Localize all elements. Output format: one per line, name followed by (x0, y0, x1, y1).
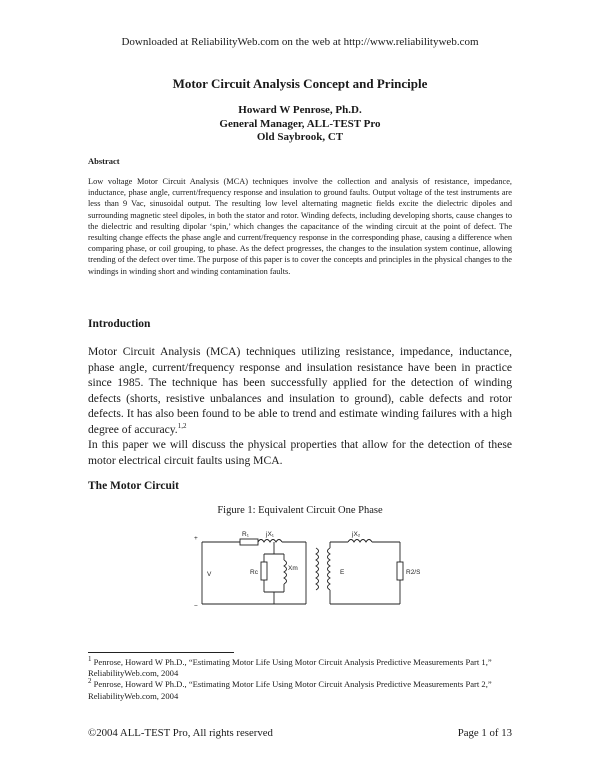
r2s-resistor (397, 562, 403, 580)
introduction-paragraph-1-text: Motor Circuit Analysis (MCA) techniques utilizing resistance, impedance, inductance, phase angle, current/frequency response and insulation resistance have been in practice since 1985. The technique has been successfully applied for the detection of winding defects (shorts, resistive unbalances and insulation to ground), cable defects and rotor defects. It has also been found to be able to trend and estimate winding failures with a high degree of accuracy. (88, 345, 512, 436)
jx1-label: jX₁ (266, 531, 274, 538)
paper-title: Motor Circuit Analysis Concept and Principle (172, 76, 428, 91)
footnote-1-text: Penrose, Howard W Ph.D., “Estimating Motor Life Using Motor Circuit Analysis Predictive Measurements Part 1,” ReliabilityWeb.com, 2004 (88, 657, 492, 679)
plus-label: + (194, 535, 198, 542)
rc-label: Rc (250, 569, 258, 576)
footnote-1 (88, 657, 512, 679)
footnote-reference[interactable]: 1,2 (177, 422, 187, 431)
figure-caption: Figure 1: Equivalent Circuit One Phase (217, 505, 383, 516)
r1-resistor (240, 539, 258, 545)
xm-label: Xm (288, 565, 298, 572)
r1-label: R₁ (242, 531, 249, 538)
download-note: Downloaded at ReliabilityWeb.com on the web at http://www.reliabilityweb.com (121, 36, 479, 48)
jx1-inductor (258, 540, 282, 543)
introduction-paragraph-1 (88, 344, 512, 438)
introduction-paragraph-2: In this paper we will discuss the physical properties that allow for the detection of these motor electrical circuit faults using MCA. (88, 438, 512, 467)
footnotes (88, 657, 512, 702)
e-label: E (340, 569, 345, 576)
rc-resistor (261, 562, 267, 580)
copyright-notice: ©2004 ALL-TEST Pro, All rights reserved (88, 727, 273, 739)
footnote-2 (88, 679, 512, 701)
primary-coil (316, 548, 319, 590)
jx2-label: jX₂ (352, 531, 361, 538)
author-location: Old Saybrook, CT (256, 131, 344, 143)
secondary-coil (328, 548, 331, 590)
footnote-divider (88, 652, 234, 653)
abstract-text: Low voltage Motor Circuit Analysis (MCA) techniques involve the collection and analysis of resistance, impedance, inductance, phase angle, current/frequency response and insulation to ground faults. Output voltage of the test instruments are less than 9 Vac, sinusoidal output. The resulting low level alternating magnetic fields excite the dielectric dipoles and surrounding magnetic steel dipoles, in both the stator and rotor. Winding defects, including developing shorts, cause changes to the dielectric and resulting dipolar ‘spin,’ which changes the capacitance of the winding circuit at the point of defect. The resulting change effects the phase angle and current/frequency response in the corresponding phase, causing a difference when comparing phase, or coil grouping, to phase. As the defect progresses, the changes to the insulation system continue, allowing trending of the defect over time. The purpose of this paper is to cover the concepts and principles in the physical changes to the windings in winding short and winding contamination faults. (88, 177, 512, 276)
footnote-2-text: Penrose, Howard W Ph.D., “Estimating Motor Life Using Motor Circuit Analysis Predictive Measurements Part 2,” ReliabilityWeb.com, 2004 (88, 679, 492, 701)
xm-inductor (284, 560, 287, 584)
r2s-label: R2/S (406, 569, 420, 576)
minus-label: − (194, 603, 198, 610)
page-number: Page 1 of 13 (457, 727, 512, 739)
abstract-heading: Abstract (88, 156, 120, 166)
author-block (0, 104, 600, 145)
author-name: Howard W Penrose, Ph.D. (238, 104, 362, 116)
motor-circuit-heading: The Motor Circuit (88, 480, 179, 492)
footnote-1-number: 1 (88, 655, 92, 664)
equivalent-circuit-diagram (180, 526, 420, 612)
voltage-label: V (207, 571, 212, 578)
footnote-2-number: 2 (88, 677, 92, 686)
jx2-inductor (348, 540, 372, 543)
introduction-heading: Introduction (88, 318, 151, 330)
author-position: General Manager, ALL-TEST Pro (219, 117, 381, 130)
